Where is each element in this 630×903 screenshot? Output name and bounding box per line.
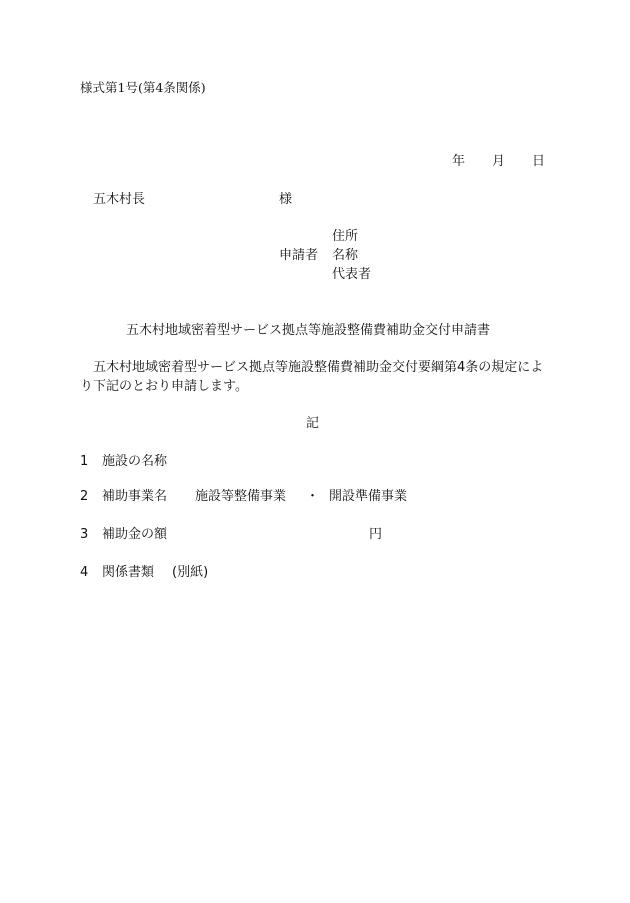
item-number: 3 <box>80 527 89 542</box>
applicant-name-label: 名称 <box>332 248 359 263</box>
option-separator: ・ <box>306 489 320 504</box>
item-number: 4 <box>80 565 89 580</box>
item-number: 2 <box>80 489 89 504</box>
project-option-facility: 施設等整備事業 <box>195 489 287 504</box>
applicant-representative-label: 代表者 <box>332 267 372 282</box>
item-label: 補助事業名 <box>102 489 168 504</box>
attachment-note: (別紙) <box>172 565 209 580</box>
date-day-label: 日 <box>532 154 546 169</box>
item-label: 施設の名称 <box>102 454 168 469</box>
document-title: 五木村地域密着型サービス拠点等施設整備費補助金交付申請書 <box>126 323 491 338</box>
item-number: 1 <box>80 454 89 469</box>
ki-heading: 記 <box>306 416 320 431</box>
item-label: 補助金の額 <box>102 527 168 542</box>
addressee-honorific: 様 <box>279 192 293 207</box>
date-year-label: 年 <box>452 154 466 169</box>
project-option-opening: 開設準備事業 <box>329 489 408 504</box>
amount-unit: 円 <box>369 527 383 542</box>
form-number: 様式第1号(第4条関係) <box>80 80 206 95</box>
body-paragraph: 五木村地域密着型サービス拠点等施設整備費補助金交付要綱第4条の規定により下記のとおり申請します。 <box>80 360 544 394</box>
date-month-label: 月 <box>492 154 506 169</box>
applicant-address-label: 住所 <box>332 229 359 244</box>
item-label: 関係書類 <box>102 565 155 580</box>
applicant-label: 申請者 <box>279 248 319 263</box>
addressee-name: 五木村長 <box>93 192 146 207</box>
